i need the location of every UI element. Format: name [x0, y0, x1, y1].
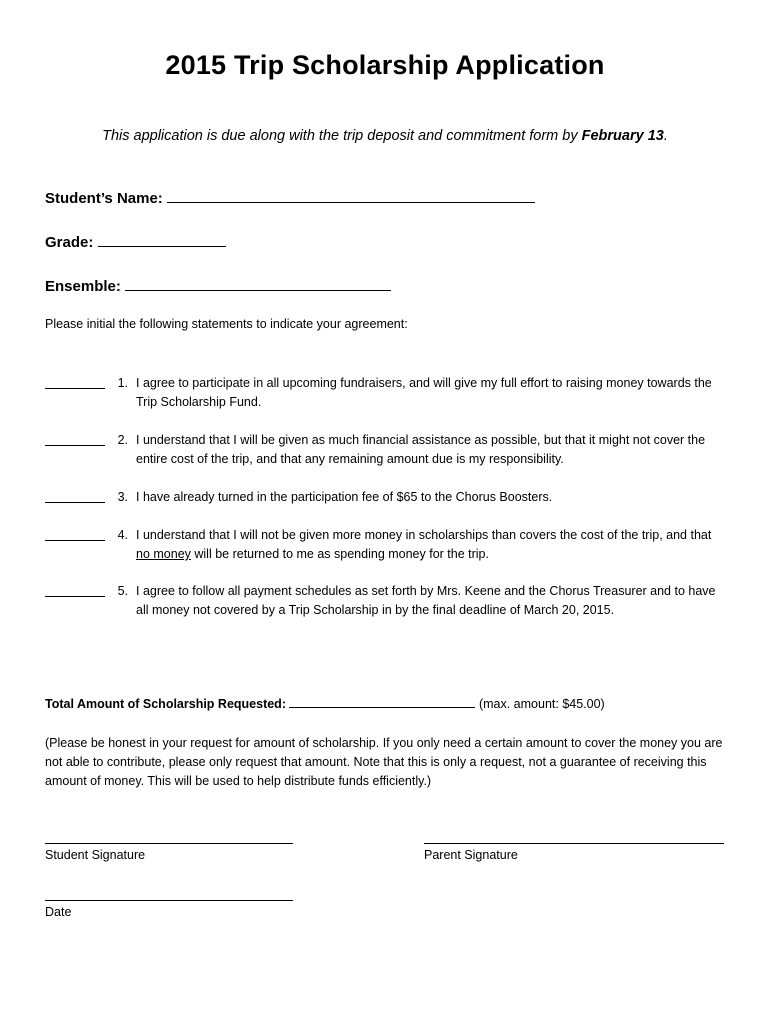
- statement-5: [45, 582, 735, 642]
- student-name-field[interactable]: [167, 188, 535, 203]
- statement-text-after: will be returned to me as spending money for the trip.: [190, 547, 489, 561]
- statement-2: [45, 431, 735, 471]
- notice-suffix: .: [663, 128, 668, 144]
- statement-3: [45, 488, 735, 508]
- notice-prefix: This application is due along with the trip deposit and commitment form by: [102, 128, 582, 144]
- statement-number: 2.: [117, 433, 128, 447]
- initial-field-1[interactable]: [45, 374, 105, 389]
- student-name-label: Student’s Name:: [45, 190, 163, 207]
- grade-row: [45, 232, 226, 251]
- statement-number: 5.: [117, 584, 128, 598]
- statement-text: I have already turned in the participation fee of $65 to the Chorus Boosters.: [136, 490, 553, 504]
- ensemble-row: [45, 276, 391, 295]
- initial-field-5[interactable]: [45, 582, 105, 597]
- ensemble-label: Ensemble:: [45, 278, 121, 295]
- statement-text-before: I understand that I will not be given more money in scholarships than covers the cost of the trip, and that: [136, 528, 712, 542]
- page-title: 2015 Trip Scholarship Application: [165, 50, 605, 80]
- initial-field-2[interactable]: [45, 431, 105, 446]
- statement-text: I understand that I will be given as much financial assistance as possible, but that it might not cover the entire cost of the trip, and that any remaining amount due is my responsibility.: [136, 433, 706, 466]
- date-line[interactable]: [45, 900, 293, 901]
- initial-instructions: Please initial the following statements to indicate your agreement:: [45, 317, 408, 331]
- statement-number: 3.: [117, 490, 128, 504]
- total-amount-row: [45, 695, 605, 711]
- initial-field-3[interactable]: [45, 488, 105, 503]
- statement-text: I agree to follow all payment schedules as set forth by Mrs. Keene and the Chorus Treasurer and to have all money not covered by a Trip Scholarship in by the final deadline of March 20, 2015.: [136, 584, 716, 617]
- total-amount-label: Total Amount of Scholarship Requested:: [45, 697, 286, 711]
- initial-field-4[interactable]: [45, 526, 105, 541]
- statement-1: [45, 374, 735, 414]
- honesty-note: (Please be honest in your request for amount of scholarship. If you only need a certain amount to cover the money you are not able to contribute, please only request that amount. Note that this is only a request, not a guarantee of receiving this amount of money. This will be used to help distribute funds efficiently.): [45, 736, 723, 788]
- student-name-row: [45, 188, 535, 207]
- student-signature-label: Student Signature: [45, 848, 146, 862]
- statement-text: I agree to participate in all upcoming fundraisers, and will give my full effort to raising money towards the Trip Scholarship Fund.: [136, 376, 712, 409]
- date-label: Date: [45, 905, 72, 919]
- parent-signature-label: Parent Signature: [424, 848, 518, 862]
- total-amount-field[interactable]: [289, 695, 475, 708]
- statement-text: [136, 526, 726, 564]
- max-amount-note: (max. amount: $45.00): [478, 697, 605, 711]
- ensemble-field[interactable]: [125, 276, 391, 291]
- due-date-notice: [0, 128, 770, 144]
- parent-signature-line[interactable]: [424, 843, 724, 844]
- deadline-date: February 13: [581, 128, 664, 144]
- statement-4: [45, 526, 735, 566]
- statement-number: 4.: [117, 528, 128, 542]
- grade-label: Grade:: [45, 234, 94, 251]
- no-money-emphasis: no money: [136, 547, 191, 561]
- grade-field[interactable]: [98, 232, 226, 247]
- student-signature-line[interactable]: [45, 843, 293, 844]
- statement-number: 1.: [117, 376, 128, 390]
